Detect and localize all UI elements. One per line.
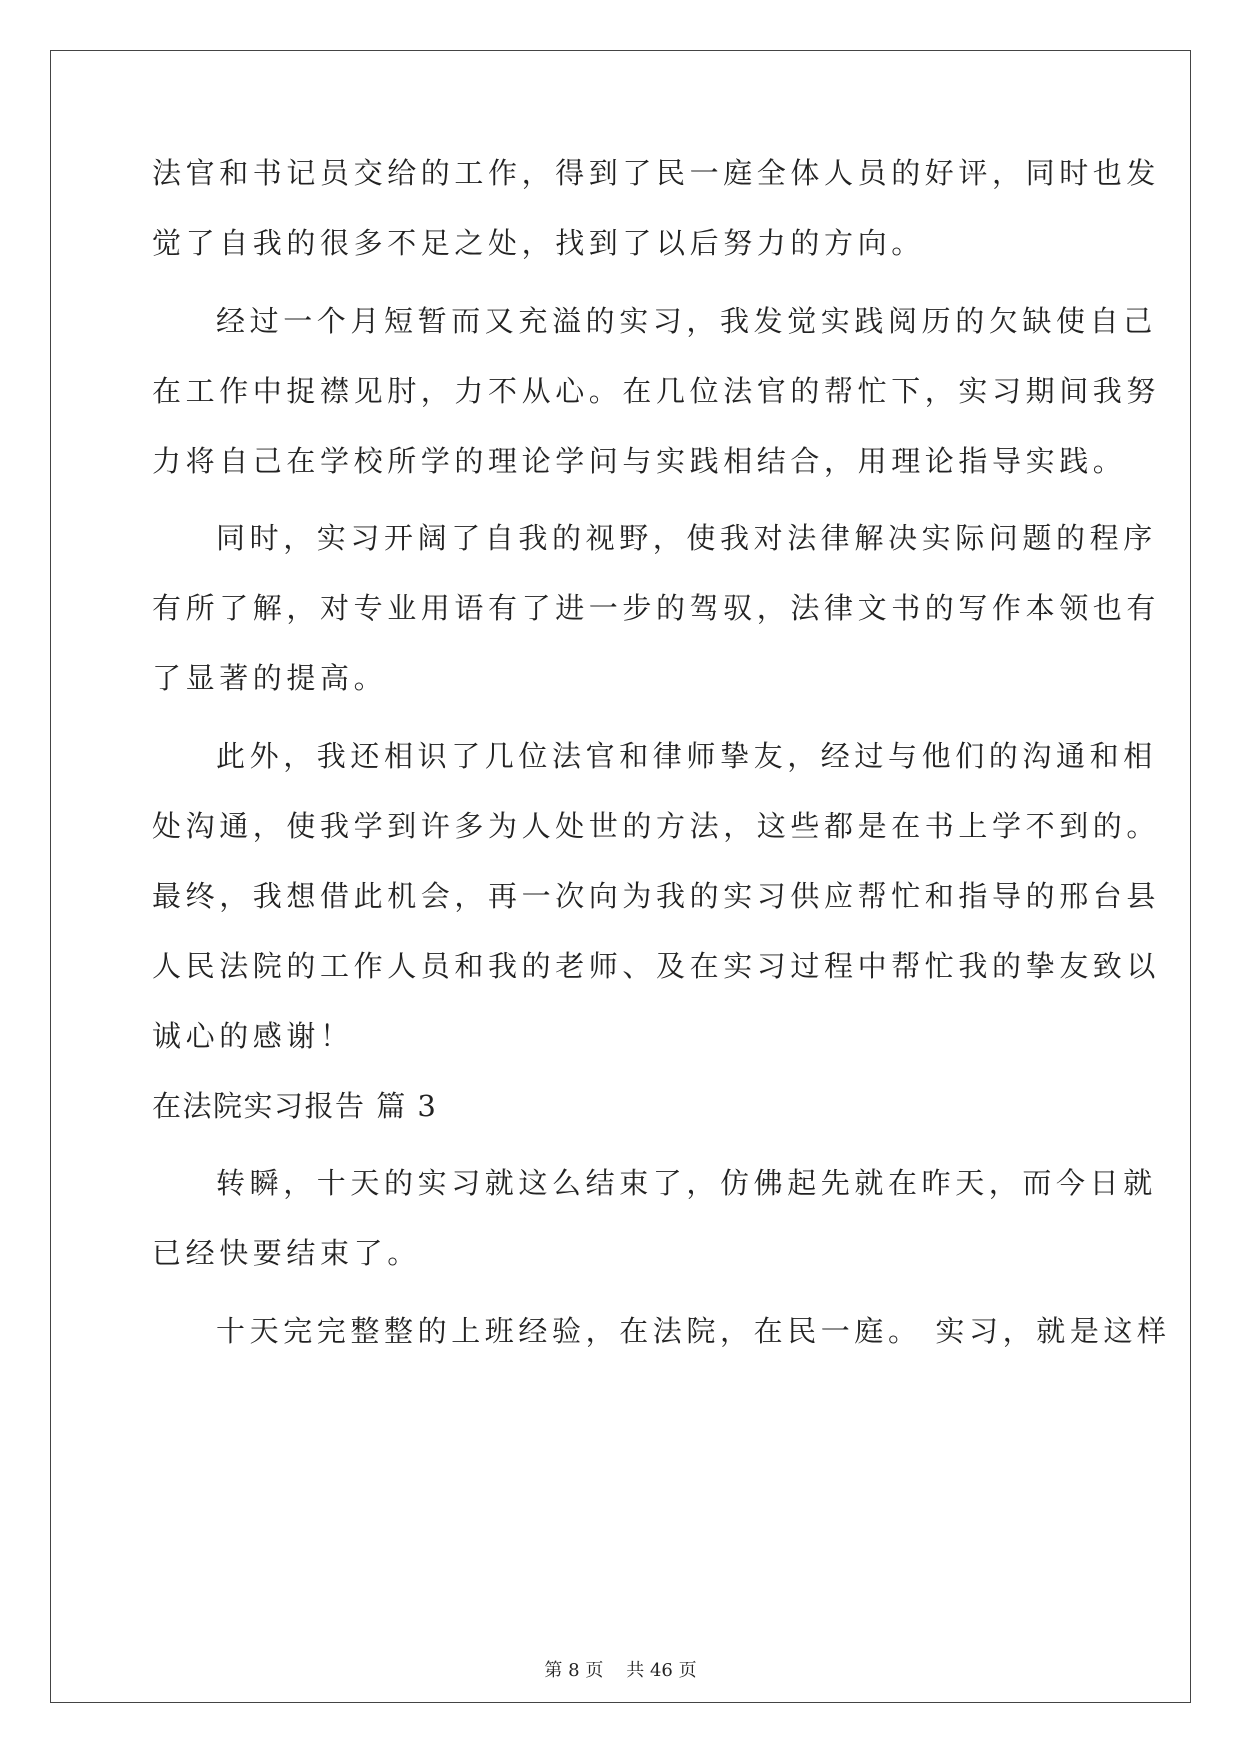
paragraph-start-line: 经过一个月短暂而又充溢的实习，我发觉实践阅历的欠缺使自己 bbox=[216, 304, 1157, 338]
text-line: 力将自己在学校所学的理论学问与实践相结合，用理论指导实践。 bbox=[152, 444, 1127, 478]
text-line: 已经快要结束了。 bbox=[152, 1236, 421, 1270]
page-number: 第 8 页 bbox=[544, 1660, 604, 1681]
section-heading: 在法院实习报告 篇 3 bbox=[152, 1089, 438, 1123]
text-line: 诚心的感谢！ bbox=[152, 1019, 354, 1053]
page-footer bbox=[0, 1656, 1241, 1682]
page-total: 共 46 页 bbox=[626, 1660, 697, 1681]
text-line: 在工作中捉襟见肘，力不从心。在几位法官的帮忙下，实习期间我努 bbox=[152, 374, 1161, 408]
text-line: 有所了解，对专业用语有了进一步的驾驭，法律文书的写作本领也有 bbox=[152, 591, 1161, 625]
text-line: 最终，我想借此机会，再一次向为我的实习供应帮忙和指导的邢台县 bbox=[152, 879, 1161, 913]
text-line: 觉了自我的很多不足之处，找到了以后努力的方向。 bbox=[152, 226, 925, 260]
text-line: 处沟通，使我学到许多为人处世的方法，这些都是在书上学不到的。 bbox=[152, 809, 1161, 843]
text-line: 了显著的提高。 bbox=[152, 661, 388, 695]
paragraph-start-line: 同时，实习开阔了自我的视野，使我对法律解决实际问题的程序 bbox=[216, 521, 1157, 555]
text-line: 人民法院的工作人员和我的老师、及在实习过程中帮忙我的挚友致以 bbox=[152, 949, 1161, 983]
text-line: 法官和书记员交给的工作，得到了民一庭全体人员的好评，同时也发 bbox=[152, 156, 1161, 190]
paragraph-start-line: 转瞬，十天的实习就这么结束了，仿佛起先就在昨天，而今日就 bbox=[216, 1166, 1157, 1200]
paragraph-start-line: 此外，我还相识了几位法官和律师挚友，经过与他们的沟通和相 bbox=[216, 739, 1157, 773]
paragraph-start-line: 十天完完整整的上班经验，在法院，在民一庭。 实习，就是这样 bbox=[216, 1314, 1171, 1348]
